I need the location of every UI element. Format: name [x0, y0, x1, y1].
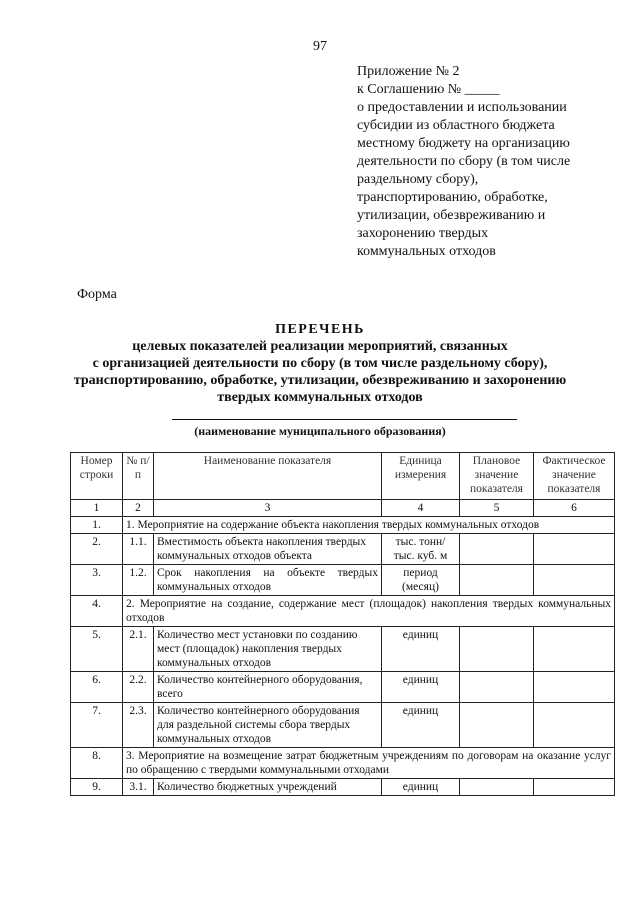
- indicator-name: Количество контейнерного оборудования для раздельной системы сбора твердых коммунальных отходов: [154, 703, 382, 748]
- section-title: 3. Мероприятие на возмещение затрат бюджетным учреждениям по договорам на оказание услуг по обращению с твердыми коммунальными отходами: [123, 748, 615, 779]
- unit: единиц: [382, 779, 460, 796]
- page-number: 97: [313, 39, 327, 54]
- planned-value-cell: [460, 703, 534, 748]
- appendix-line: коммунальных отходов: [357, 244, 496, 259]
- item-number: 1.2.: [123, 565, 154, 596]
- column-number: 6: [534, 500, 615, 517]
- table-row: [71, 627, 615, 672]
- indicator-name: Количество мест установки по созданию мест (площадок) накопления твердых коммунальных отходов: [154, 627, 382, 672]
- appendix-line: о предоставлении и использовании: [357, 100, 567, 115]
- indicator-name: Вместимость объекта накопления твердых коммунальных отходов объекта: [154, 534, 382, 565]
- actual-value-cell: [534, 627, 615, 672]
- column-number: 2: [123, 500, 154, 517]
- document-title: [0, 321, 640, 406]
- indicator-name: Количество контейнерного оборудования, всего: [154, 672, 382, 703]
- item-number: 1.1.: [123, 534, 154, 565]
- unit: тыс. тонн/ тыс. куб. м: [382, 534, 460, 565]
- header-unit: Единица измерения: [382, 453, 460, 500]
- unit: единиц: [382, 703, 460, 748]
- header-item-number: № п/п: [123, 453, 154, 500]
- planned-value-cell: [460, 779, 534, 796]
- actual-value-cell: [534, 779, 615, 796]
- unit: единиц: [382, 672, 460, 703]
- row-number: 7.: [71, 703, 123, 748]
- item-number: 2.1.: [123, 627, 154, 672]
- appendix-block: [357, 63, 627, 261]
- planned-value-cell: [460, 565, 534, 596]
- actual-value-cell: [534, 534, 615, 565]
- row-number: 5.: [71, 627, 123, 672]
- planned-value-cell: [460, 672, 534, 703]
- header-actual-value: Фактическое значение показателя: [534, 453, 615, 500]
- title-line: с организацией деятельности по сбору (в том числе раздельному сбору),: [92, 356, 548, 371]
- indicators-table: [70, 452, 615, 796]
- section-title: 2. Мероприятие на создание, содержание мест (площадок) накопления твердых коммунальных отходов: [123, 596, 615, 627]
- table-row-section: [71, 596, 615, 627]
- indicator-name: Срок накопления на объекте твердых коммунальных отходов: [154, 565, 382, 596]
- column-number: 3: [154, 500, 382, 517]
- column-number: 4: [382, 500, 460, 517]
- row-number: 8.: [71, 748, 123, 779]
- unit: период (месяц): [382, 565, 460, 596]
- actual-value-cell: [534, 703, 615, 748]
- row-number: 4.: [71, 596, 123, 627]
- municipality-caption: (наименование муниципального образования): [194, 424, 446, 438]
- row-number: 2.: [71, 534, 123, 565]
- row-number: 9.: [71, 779, 123, 796]
- item-number: 3.1.: [123, 779, 154, 796]
- appendix-line: утилизации, обезвреживанию и: [357, 208, 546, 223]
- table-row-section: [71, 748, 615, 779]
- column-numbers-row: [71, 500, 615, 517]
- title-line: твердых коммунальных отходов: [217, 390, 423, 405]
- municipality-underline: [172, 419, 517, 420]
- row-number: 1.: [71, 517, 123, 534]
- appendix-line: субсидии из областного бюджета: [357, 118, 555, 133]
- appendix-line: Приложение № 2: [357, 64, 460, 79]
- section-title: 1. Мероприятие на содержание объекта накопления твердых коммунальных отходов: [123, 517, 615, 534]
- title-heading: ПЕРЕЧЕНЬ: [275, 322, 365, 337]
- table-row: [71, 703, 615, 748]
- item-number: 2.3.: [123, 703, 154, 748]
- unit: единиц: [382, 627, 460, 672]
- actual-value-cell: [534, 565, 615, 596]
- form-label: Форма: [77, 287, 117, 302]
- appendix-line: захоронению твердых: [357, 226, 489, 241]
- actual-value-cell: [534, 672, 615, 703]
- table-row: [71, 779, 615, 796]
- table-header-row: [71, 453, 615, 500]
- table-row: [71, 534, 615, 565]
- header-row-number: Номер строки: [71, 453, 123, 500]
- column-number: 5: [460, 500, 534, 517]
- title-line: транспортированию, обработке, утилизации, обезвреживанию и захоронению: [73, 373, 567, 388]
- appendix-line: местному бюджету на организацию: [357, 136, 570, 151]
- table-row: [71, 672, 615, 703]
- appendix-line: транспортированию, обработке,: [357, 190, 548, 205]
- indicator-name: Количество бюджетных учреждений: [154, 779, 382, 796]
- appendix-line: к Соглашению № _____: [357, 82, 500, 97]
- appendix-line: деятельности по сбору (в том числе: [357, 154, 571, 169]
- table-row-section: [71, 517, 615, 534]
- planned-value-cell: [460, 534, 534, 565]
- header-indicator-name: Наименование показателя: [154, 453, 382, 500]
- row-number: 3.: [71, 565, 123, 596]
- header-planned-value: Плановое значение показателя: [460, 453, 534, 500]
- column-number: 1: [71, 500, 123, 517]
- title-line: целевых показателей реализации мероприятий, связанных: [132, 339, 508, 354]
- appendix-line: раздельному сбору),: [357, 172, 479, 187]
- planned-value-cell: [460, 627, 534, 672]
- row-number: 6.: [71, 672, 123, 703]
- table-row: [71, 565, 615, 596]
- item-number: 2.2.: [123, 672, 154, 703]
